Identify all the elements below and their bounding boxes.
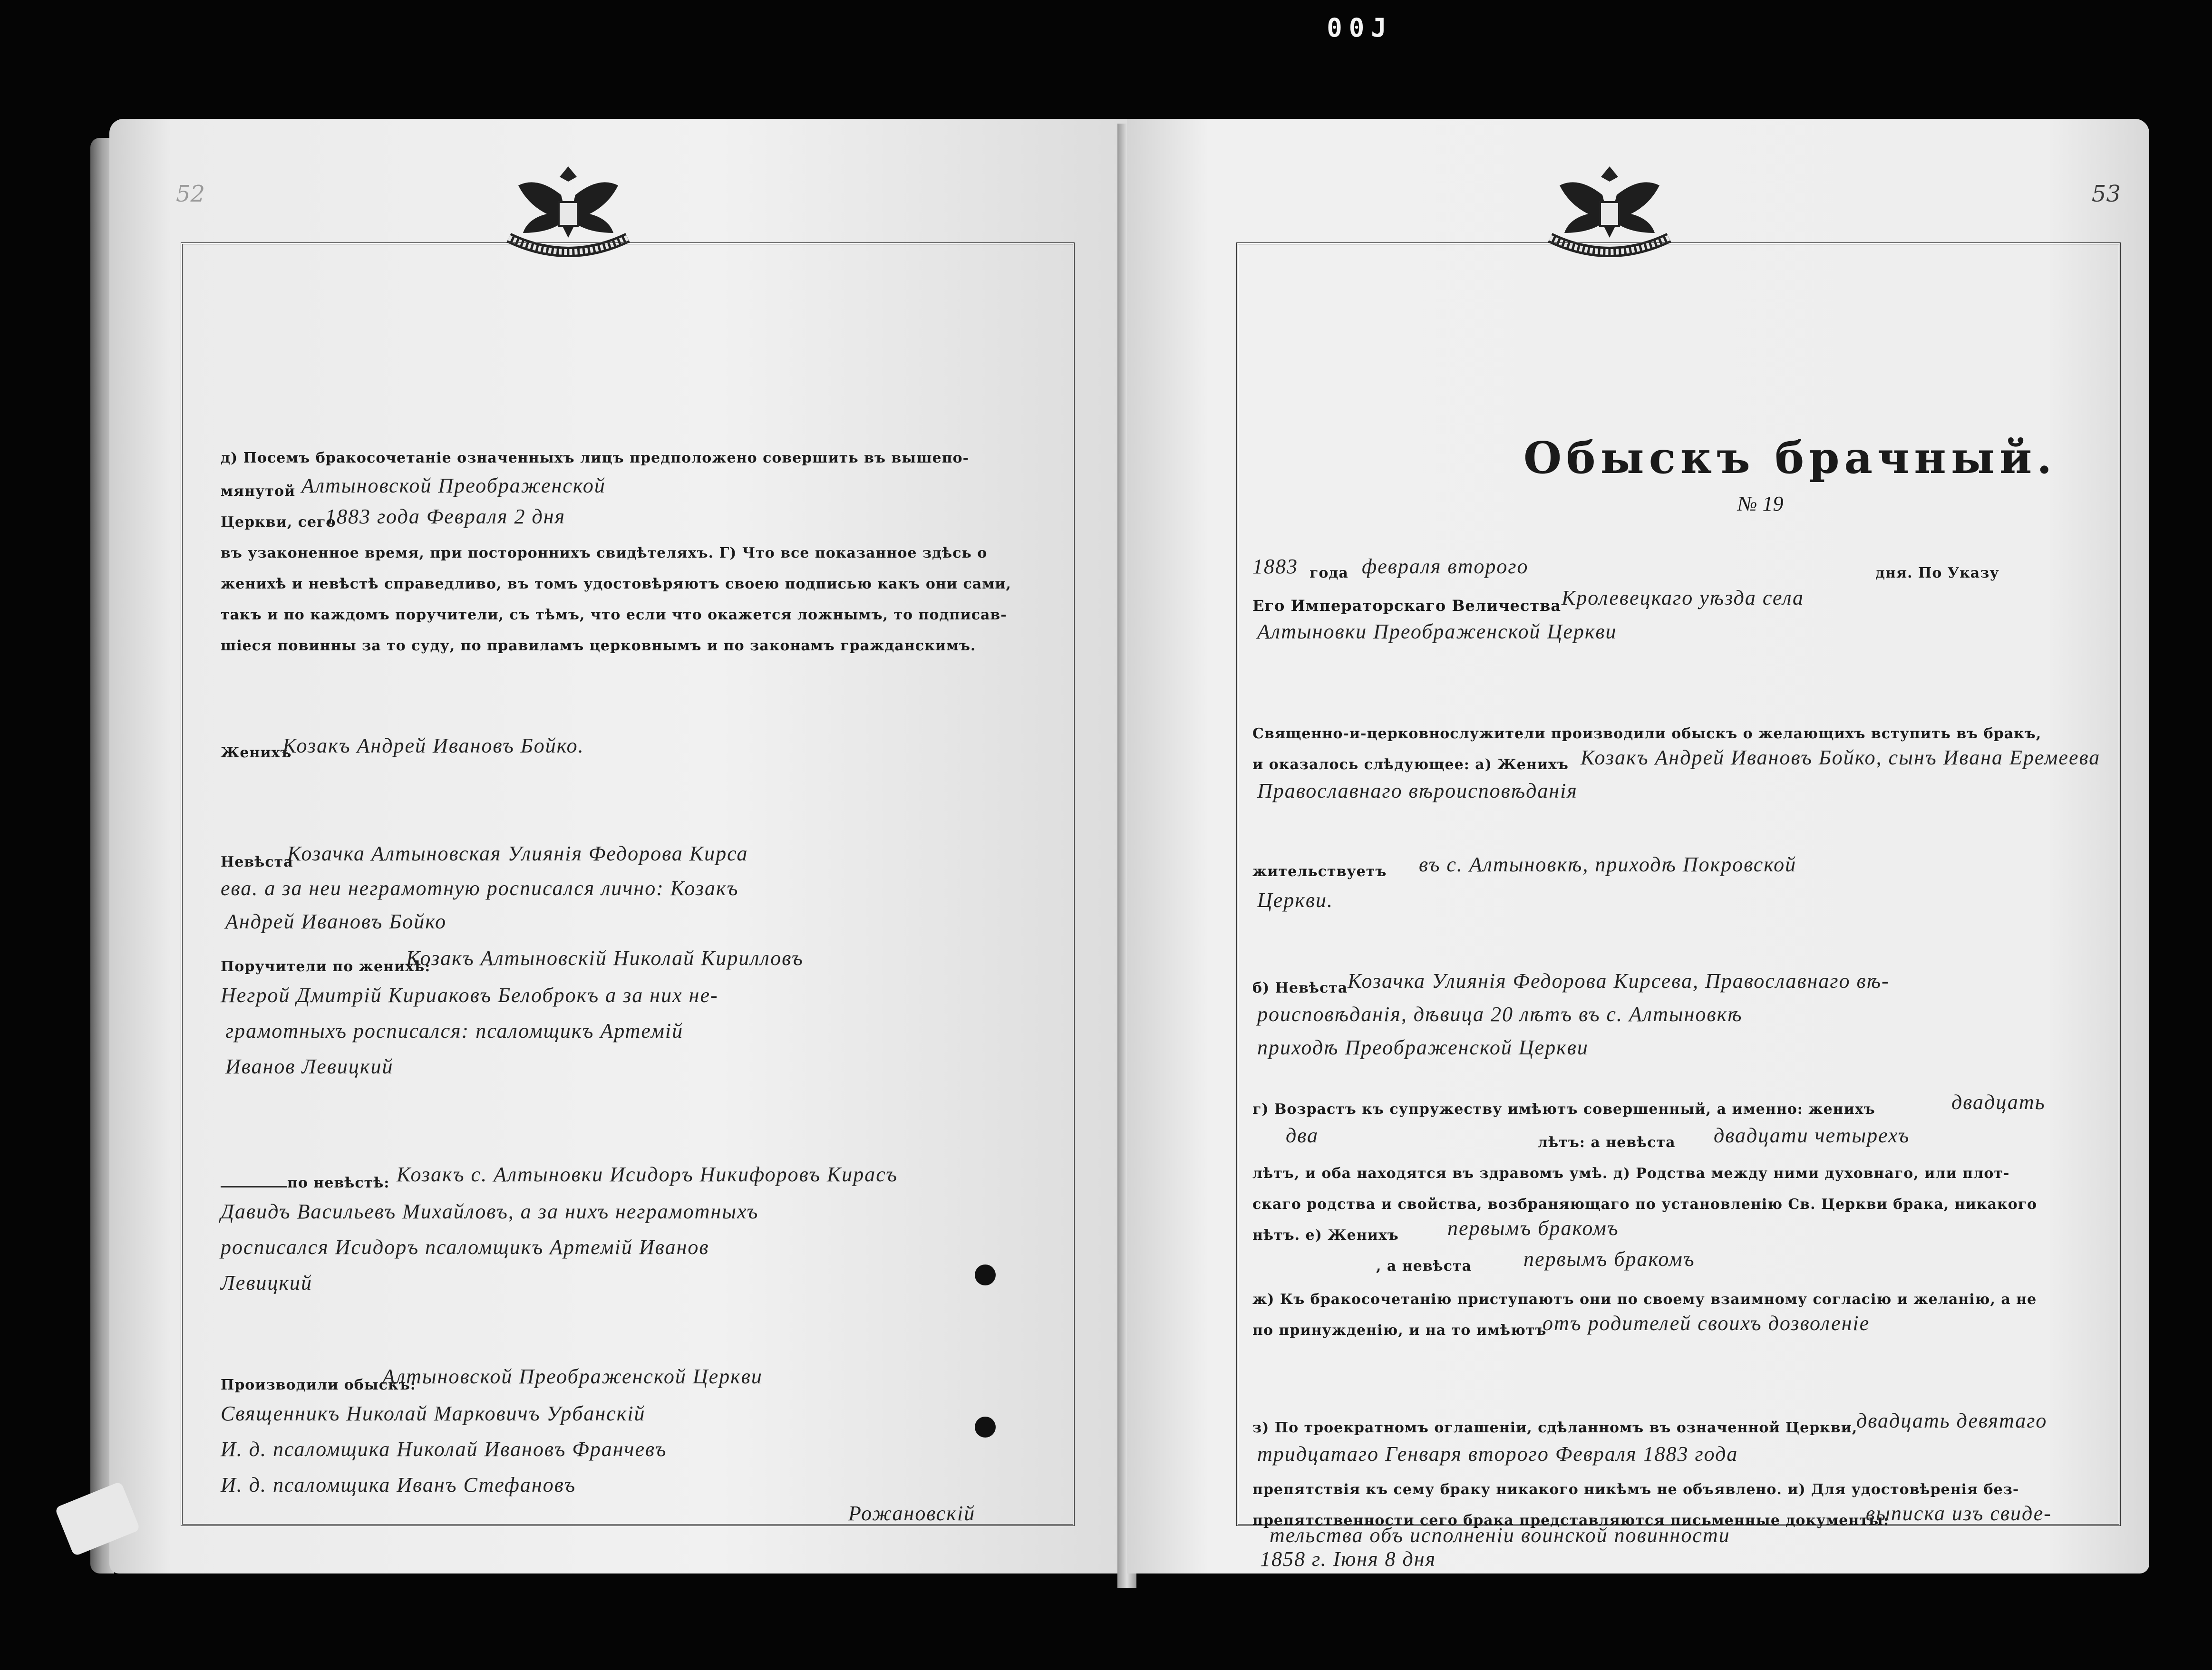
year-label: года — [1310, 565, 1349, 581]
bride-age: двадцати четырехъ — [1714, 1124, 1910, 1147]
frame-mark: 00J — [1327, 12, 1393, 43]
groom-description-line-2: Православнаго вѣроисповѣданія — [1257, 779, 1578, 802]
investigators-line-3: И. д. псаломщика Николай Ивановъ Франчевъ — [221, 1438, 667, 1461]
document-title: Обыскъ брачный. — [1523, 432, 2057, 483]
record-year: 1883 — [1252, 555, 1298, 578]
clause-d-church2-label: Церкви, сего — [221, 514, 336, 531]
bride-sureties-label — [221, 1174, 389, 1193]
bride-sureties-line-2: Давидъ Васильевъ Михайловъ, а за нихъ неграмотныхъ — [221, 1200, 759, 1223]
clause-d-line-6: шіеся повинны за то суду, по правиламъ церковнымъ и по законамъ гражданскимъ. — [221, 637, 976, 654]
bride-years-label: лѣтъ: а невѣста — [1538, 1134, 1676, 1151]
groom-marriage-status: первымъ бракомъ — [1447, 1216, 1619, 1240]
groom-sureties-label: Поручители по женихѣ: — [221, 958, 431, 975]
banns-line-2: препятствія къ сему браку никакого никѣмъ не объявлено. и) Для удостовѣренія без- — [1252, 1481, 2019, 1498]
clause-d-line-4: женихѣ и невѣстѣ справедливо, въ томъ удостовѣряютъ своею подписью какъ они сами, — [221, 576, 1011, 592]
groom-age: двадцать — [1951, 1091, 2046, 1114]
bride-signature-line-3: Андрей Ивановъ Бойко — [225, 910, 447, 933]
majesty-line: Его Императорскаго Величества — [1252, 597, 1562, 615]
bride-sureties-line-1: Козакъ с. Алтыновки Исидоръ Никифоровъ Кирасъ — [397, 1163, 898, 1186]
residence-line-2: Церкви. — [1257, 888, 1333, 912]
bride-sureties-line-3: росписался Исидоръ псаломщикъ Артемій Иванов — [221, 1236, 709, 1259]
binding-hole — [975, 1417, 996, 1438]
investigators-line-2: Священникъ Николай Марковичъ Урбанскій — [221, 1402, 646, 1425]
documents-line-3: 1858 г. Іюня 8 дня — [1260, 1547, 1436, 1571]
decree-label: дня. По Указу — [1875, 565, 1999, 581]
investigators-line-5: Рожановскій — [848, 1502, 976, 1525]
residence-label: жительствуетъ — [1252, 863, 1387, 880]
bride-signature-line-1: Козачка Алтыновская Улиянія Федорова Кирса — [287, 842, 748, 865]
diocese-line-1: Кролевецкаго уѣзда села — [1562, 586, 1805, 609]
left-page-border — [181, 242, 1075, 1526]
bride-description-line-1: Козачка Улиянія Федорова Кирсева, Православнаго вѣ- — [1348, 969, 1890, 993]
bride-description-line-3: приходѣ Преображенской Церкви — [1257, 1036, 1589, 1059]
clause-d-date-handwritten: 1883 года Февраля 2 дня — [325, 505, 566, 528]
investigators-line-1: Алтыновской Преображенской Церкви — [382, 1365, 763, 1388]
banns-dates-2: тридцатаго Генваря второго Февраля 1883 года — [1257, 1442, 1738, 1466]
banns-line-3: препятственности сего брака представляются письменные документы: — [1252, 1512, 1890, 1529]
left-page — [109, 119, 1127, 1573]
bride-sureties-label-text: по невѣстѣ: — [287, 1175, 390, 1191]
diocese-line-2: Алтыновки Преображенской Церкви — [1257, 620, 1617, 643]
groom-sureties-line-2: Негрой Дмитрій Кириаковъ Белоброкъ а за них не- — [221, 984, 718, 1007]
clause-d-line-3: въ узаконенное время, при постороннихъ свидѣтеляхъ. Г) Что все показанное здѣсь о — [221, 545, 988, 561]
groom-label: Женихъ — [221, 744, 292, 761]
record-month-day: февраля второго — [1362, 555, 1529, 578]
investigators-line-4: И. д. псаломщика Иванъ Стефановъ — [221, 1473, 576, 1496]
bride-signature-line-2: ева. а за неи неграмотную росписался лично: Козакъ — [221, 877, 739, 900]
record-number: № 19 — [1737, 492, 1784, 515]
groom-sureties-line-3: грамотныхъ росписался: псаломщикъ Артемій — [225, 1019, 684, 1043]
age-clause-line-3: лѣтъ, и оба находятся въ здравомъ умѣ. д) Родства между ними духовнаго, или плот- — [1252, 1165, 2010, 1182]
right-page — [1127, 119, 2149, 1573]
clause-d-line-1: д) Посемъ бракосочетаніе означенныхъ лицъ предположено совершить въ вышепо- — [221, 450, 970, 466]
clause-d-church-handwritten: Алтыновской Преображенской — [301, 474, 606, 497]
bride-label: Невѣста — [221, 854, 293, 870]
bride-sureties-line-4: Левицкий — [221, 1271, 313, 1294]
groom-sureties-line-4: Иванов Левицкий — [225, 1055, 394, 1078]
consent-line-2: по принужденію, и на то имѣютъ — [1252, 1322, 1547, 1339]
age-clause-line-5: нѣтъ. е) Женихъ — [1252, 1227, 1399, 1244]
right-page-number: 53 — [2091, 181, 2121, 207]
binding-hole — [975, 1265, 996, 1285]
residence-line-1: въ с. Алтыновкѣ, приходѣ Покровской — [1419, 853, 1797, 876]
age-clause-line-4: скаго родства и свойства, возбраняющаго по установленію Св. Церкви брака, никакого — [1252, 1196, 2037, 1213]
bride-marriage-status: первымъ бракомъ — [1523, 1247, 1695, 1271]
age-clause-line-1: г) Возрастъ къ супружеству имѣютъ совершенный, а именно: женихъ — [1252, 1101, 1875, 1118]
groom-signature: Козакъ Андрей Ивановъ Бойко. — [282, 734, 584, 757]
open-register-book — [90, 119, 2144, 1607]
consent-line-1: ж) Къ бракосочетанію приступаютъ они по своему взаимному согласію и желанію, а не — [1252, 1291, 2037, 1308]
documents-line-2: тельства объ исполненіи воинской повинности — [1270, 1524, 1730, 1547]
groom-description-line-1: Козакъ Андрей Ивановъ Бойко, сынъ Ивана Еремеева — [1581, 746, 2101, 769]
groom-age-2: два — [1286, 1124, 1319, 1147]
documents-line-1: выписка изъ свиде- — [1866, 1502, 2052, 1525]
clause-d-church-label: мянутой — [221, 483, 296, 500]
bride-description-line-2: роисповѣданія, дѣвица 20 лѣтъ въ с. Алтыновкѣ — [1257, 1003, 1743, 1026]
bride-marriage-label: , а невѣста — [1376, 1258, 1472, 1274]
banns-dates-1: двадцать девятаго — [1856, 1409, 2047, 1432]
right-page-border — [1236, 242, 2121, 1529]
bride-clause-label: б) Невѣста — [1252, 980, 1348, 996]
found-line: и оказалось слѣдующее: а) Женихъ — [1252, 756, 1569, 773]
consent-handwritten: отъ родителей своихъ дозволеніе — [1543, 1312, 1870, 1335]
left-page-number: 52 — [176, 181, 205, 207]
groom-sureties-line-1: Козакъ Алтыновскій Николай Кирилловъ — [406, 946, 804, 970]
clause-d-line-5: такъ и по каждомъ поручители, съ тѣмъ, что если что окажется ложнымъ, то подписав- — [221, 607, 1007, 623]
investigators-label: Производили обыскъ: — [221, 1377, 416, 1393]
banns-line-1: з) По троекратномъ оглашеніи, сдѣланномъ въ означенной Церкви, — [1252, 1419, 1858, 1436]
clergy-line: Священно-и-церковнослужители производили обыскъ о желающихъ вступить въ бракъ, — [1252, 725, 2042, 742]
